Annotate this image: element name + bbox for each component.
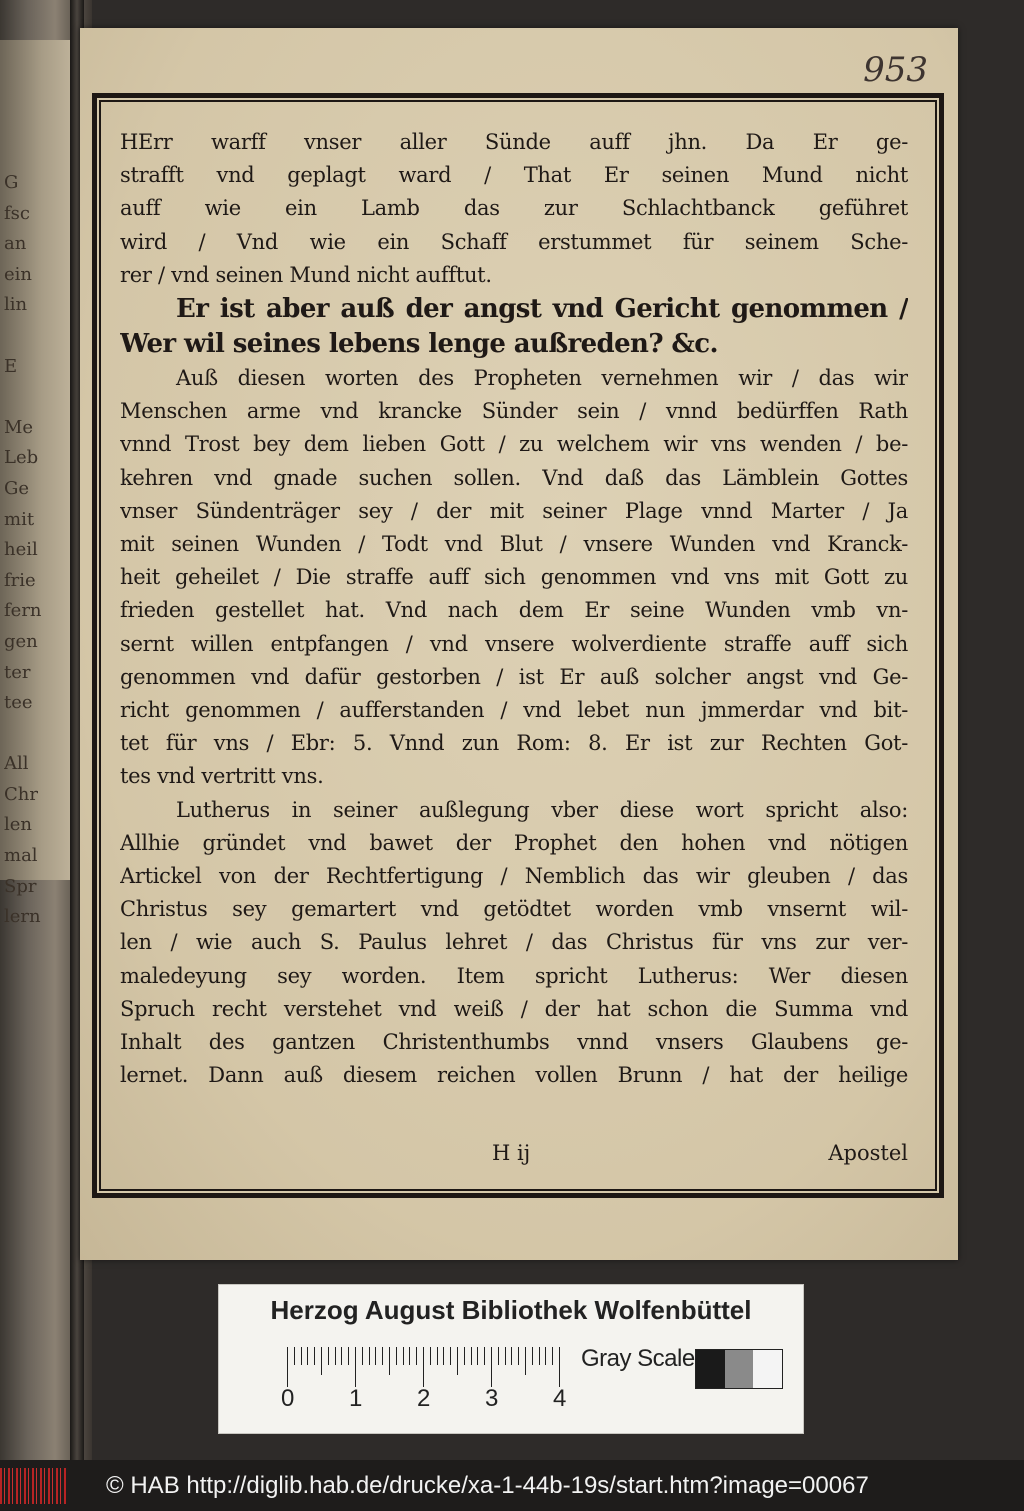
previous-page-fragment: Leb [4,447,39,469]
previous-page-fragment: ein [4,263,33,285]
previous-page-fragment: G [4,172,19,193]
text-line: strafft vnd geplagt ward / That Er seinen Mund nicht [120,163,908,188]
library-color-label [218,1284,804,1434]
ruler-tick [294,1347,295,1365]
text-line: Auß diesen worten des Propheten vernehmen wir / das wir [176,366,908,391]
gray-scale-label: Gray Scale [581,1345,695,1372]
previous-page-fragment: All [4,753,29,775]
previous-page-fragment: heil [4,539,38,561]
text-line: heit geheilet / Die straffe auff sich genommen vnd vns mit Gott zu [120,565,908,590]
text-line: Christus sey gemartert vnd getödtet worden vmb vnsernt wil- [120,897,908,922]
ruler-tick [518,1347,519,1365]
ruler-tick [301,1347,302,1365]
ruler-tick [430,1347,431,1365]
ruler-tick [443,1347,444,1365]
ruler-tick [511,1347,512,1365]
previous-page-fragment: ter [4,661,31,683]
ruler-tick [545,1347,546,1365]
ruler-tick [491,1347,492,1387]
text-line: richt genommen / aufferstanden / vnd lebet nun jmmerdar vnd bit- [120,698,908,723]
ruler-tick [314,1347,315,1365]
text-line: Menschen arme vnd krancke Sünder sein / vnnd bedürffen Rath [120,399,908,424]
ruler-tick [416,1347,417,1365]
text-line: Inhalt des gantzen Christenthumbs vnnd vnsers Glaubens ge- [120,1030,908,1055]
ruler-tick [348,1347,349,1365]
ruler-tick [471,1347,472,1365]
previous-page-fragment [4,382,68,413]
previous-page-fragment: mal [4,845,38,867]
previous-page-fragment: len [4,814,33,836]
ruler-tick [498,1347,499,1365]
ruler-tick [525,1347,526,1375]
gray-swatch [725,1350,754,1388]
text-line: Er ist aber auß der angst vnd Gericht genommen / [176,294,908,325]
ruler-tick [355,1347,356,1387]
previous-page-fragment: lin [4,294,28,316]
text-line: auff wie ein Lamb das zur Schlachtbanck geführet [120,196,908,221]
text-line: Spruch recht verstehet vnd weiß / der hat schon die Summa vnd [120,996,908,1021]
ruler-tick [382,1347,383,1365]
book-page [80,28,958,1260]
text-line: maledeyung sey worden. Item spricht Lutherus: Wer diesen [120,963,908,988]
ruler-tick [307,1347,308,1365]
ruler-tick [532,1347,533,1365]
text-line: len / wie auch S. Paulus lehret / das Christus für vns zur ver- [120,930,908,955]
ruler-tick [409,1347,410,1365]
ruler-tick [539,1347,540,1365]
gray-swatch [753,1350,782,1388]
ruler-number: 4 [553,1385,567,1412]
folio-number: 953 [863,50,928,90]
ruler-tick [362,1347,363,1365]
barcode-icon [0,1468,66,1504]
previous-page-fragment: Spr [4,875,37,897]
previous-page-edge [0,40,70,928]
page-footer [120,1141,908,1175]
text-line: mit seinen Wunden / Todt vnd Blut / vnsere Wunden vnd Kranck- [120,532,908,557]
text-line: Lutherus in seiner außlegung vber diese wort spricht also: [176,797,908,822]
text-line: sernt willen entpfangen / vnd vnsere wolverdiente straffe auff sich [120,631,908,656]
previous-page-fragment: tee [4,692,33,714]
previous-page-text [4,168,68,933]
ruler-tick [321,1347,322,1375]
previous-page-fragment: mit [4,508,35,530]
ruler-tick [396,1347,397,1365]
previous-page-fragment: an [4,233,27,255]
ruler-number: 1 [349,1385,363,1412]
ruler-tick [287,1347,288,1387]
gray-swatch [696,1350,725,1388]
previous-page-fragment: Chr [4,783,38,805]
ruler-tick [403,1347,404,1365]
gray-scale-swatches [695,1349,783,1389]
previous-page-fragment: fern [4,600,42,622]
previous-page-fragment: E [4,355,18,377]
text-line: Wer wil seines lebens lenge außreden? &c. [120,329,718,360]
ruler-tick [464,1347,465,1365]
ruler-tick [457,1347,458,1375]
ruler-tick [389,1347,390,1375]
text-line: Artickel von der Rechtfertigung / Nemblich das wir gleuben / das [120,864,908,889]
ruler-tick [552,1347,553,1365]
ruler-tick [484,1347,485,1365]
text-line: HErr warff vnser aller Sünde auff jhn. Da Er ge- [120,130,908,154]
previous-page-fragment [4,321,68,352]
ruler-tick [450,1347,451,1365]
text-line: Allhie gründet vnd bawet der Prophet den hohen vnd nötigen [120,830,908,855]
library-name: Herzog August Bibliothek Wolfenbüttel [270,1295,752,1325]
status-bar [0,1460,1024,1511]
previous-page-fragment: frie [4,569,36,591]
signature-mark: H ij [492,1141,531,1165]
catchword: Apostel [828,1141,908,1165]
ruler-tick [335,1347,336,1365]
previous-page-fragment: lern [4,906,41,928]
ruler-tick [505,1347,506,1365]
page-text-block [120,126,908,1092]
text-line: tes vnd vertritt vns. [120,764,324,789]
ruler-tick [369,1347,370,1365]
ruler-tick [559,1347,560,1387]
previous-page-fragment: gen [4,630,38,652]
text-line: lernet. Dann auß diesem reichen vollen Brunn / hat der heilige [120,1063,908,1088]
ruler-number: 3 [485,1385,499,1412]
ruler-number: 2 [417,1385,431,1412]
text-line: genommen vnd dafür gestorben / ist Er auß solcher angst vnd Ge- [120,664,908,689]
ruler-tick [477,1347,478,1365]
ruler-number: 0 [281,1385,295,1412]
text-line: vnnd Trost bey dem lieben Gott / zu welchem wir vns wenden / be- [120,432,908,457]
copyright-url[interactable]: © HAB http://diglib.hab.de/drucke/xa-1-44b-19s/start.htm?image=00067 [106,1472,869,1499]
previous-page-fragment: Ge [4,477,30,499]
previous-page-fragment: Me [4,416,34,438]
previous-page-fragment [4,719,68,750]
text-line: tet für vns / Ebr: 5. Vnnd zun Rom: 8. Er ist zur Rechten Got- [120,731,908,756]
text-line: frieden gestellet hat. Vnd nach dem Er seine Wunden vmb vn- [120,598,908,623]
text-line: kehren vnd gnade suchen sollen. Vnd daß das Lämblein Gottes [120,465,908,490]
text-line: rer / vnd seinen Mund nicht aufftut. [120,262,492,287]
ruler-tick [375,1347,376,1365]
previous-page-fragment: fsc [4,202,30,224]
text-line: vnser Sündenträger sey / der mit seiner Plage vnnd Marter / Ja [120,498,908,523]
ruler-tick [423,1347,424,1387]
ruler-tick [437,1347,438,1365]
text-line: wird / Vnd wie ein Schaff erstummet für seinem Sche- [120,229,908,254]
ruler-tick [341,1347,342,1365]
ruler-tick [328,1347,329,1365]
